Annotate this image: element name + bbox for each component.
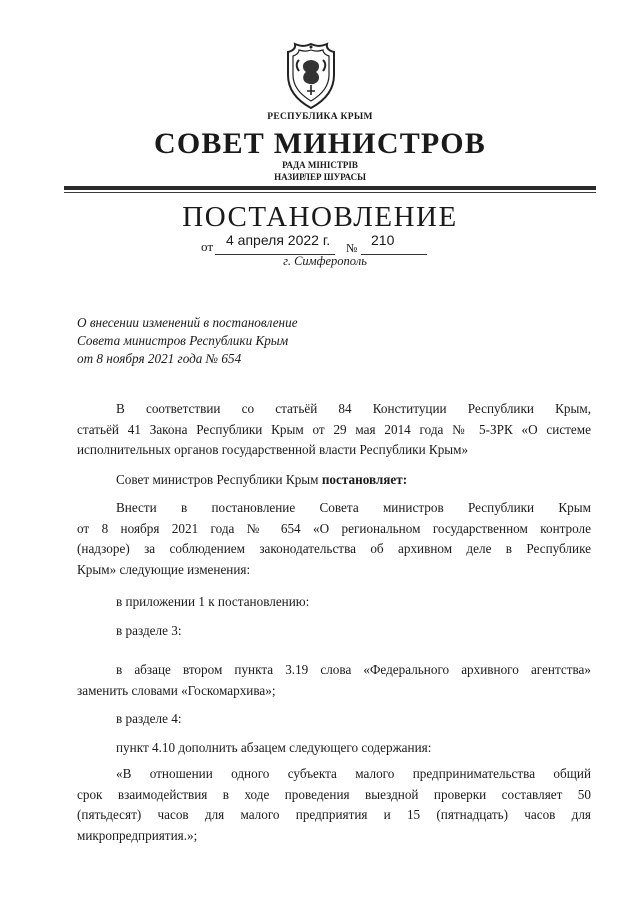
clause-4-10-reference: пункт 4.10 дополнить абзацем следующего содержания: <box>116 740 432 755</box>
paragraph-line: микропредприятия.»; <box>77 827 198 843</box>
resolves-keyword: постановляет: <box>321 472 408 487</box>
subject-line: О внесении изменений в постановление <box>77 315 298 330</box>
number-label: № <box>346 241 358 255</box>
paragraph-line: статьёй 41 Закона Республики Крым от 29 мая 2014 года № 5-ЗРК «О системе <box>77 421 591 437</box>
new-clause-text <box>77 764 591 846</box>
document-number: 210 <box>371 232 395 248</box>
issuing-body-crimean-tatar: НАЗИРЛЕР ШУРАСЫ <box>274 172 366 182</box>
resolves-paragraph <box>116 472 407 488</box>
header-divider-thick <box>64 186 596 190</box>
paragraph-line: заменить словами «Госкомархива»; <box>77 682 276 698</box>
appendix-reference: в приложении 1 к постановлению: <box>116 594 310 609</box>
document-type-title: ПОСТАНОВЛЕНИЕ <box>182 201 458 233</box>
paragraph-line: (пятьдесят) часов для малого предприятия и 15 (пятнадцать) часов для <box>77 807 591 822</box>
paragraph-line: Внести в постановление Совета министров Республики Крым <box>116 500 591 515</box>
paragraph-line: от 8 ноября 2021 года № 654 «О региональном государственном контроле <box>77 520 591 536</box>
issuing-city: г. Симферополь <box>283 254 367 268</box>
subject-line: от 8 ноября 2021 года № 654 <box>77 351 242 366</box>
section-3-amendment <box>77 660 591 701</box>
document-subject <box>77 314 407 368</box>
republic-name: РЕСПУБЛИКА КРЫМ <box>267 112 373 122</box>
section-4-reference: в разделе 4: <box>116 711 182 726</box>
paragraph-line: В соответствии со статьёй 84 Конституции Республики Крым, <box>116 401 591 416</box>
document-date: 4 апреля 2022 г. <box>226 232 331 248</box>
section-3-reference: в разделе 3: <box>116 623 182 638</box>
crimea-coat-of-arms-icon <box>282 41 340 111</box>
header-divider-thin <box>64 192 596 193</box>
paragraph-line: в абзаце втором пункта 3.19 слова «Федерального архивного агентства» <box>116 662 591 677</box>
date-number-row <box>201 232 431 256</box>
issuing-body-ukrainian: РАДА МІНІСТРІВ <box>282 160 358 170</box>
issuing-body: СОВЕТ МИНИСТРОВ <box>153 127 487 160</box>
subject-line: Совета министров Республики Крым <box>77 333 289 348</box>
paragraph-line: «В отношении одного субъекта малого предпринимательства общий <box>116 766 591 781</box>
preamble-paragraph <box>77 399 591 461</box>
paragraph-line: исполнительных органов государственной власти Республики Крым» <box>77 442 469 457</box>
date-prefix: от <box>201 239 214 254</box>
paragraph-line: срок взаимодействия в ходе проведения выездной проверки составляет 50 <box>77 786 591 802</box>
paragraph-line: Крым» следующие изменения: <box>77 561 251 577</box>
resolves-prefix: Совет министров Республики Крым <box>116 472 322 487</box>
paragraph-line: (надзоре) за соблюдением законодательства об архивном деле в Республике <box>77 541 591 556</box>
amendment-intro-paragraph <box>77 498 591 580</box>
